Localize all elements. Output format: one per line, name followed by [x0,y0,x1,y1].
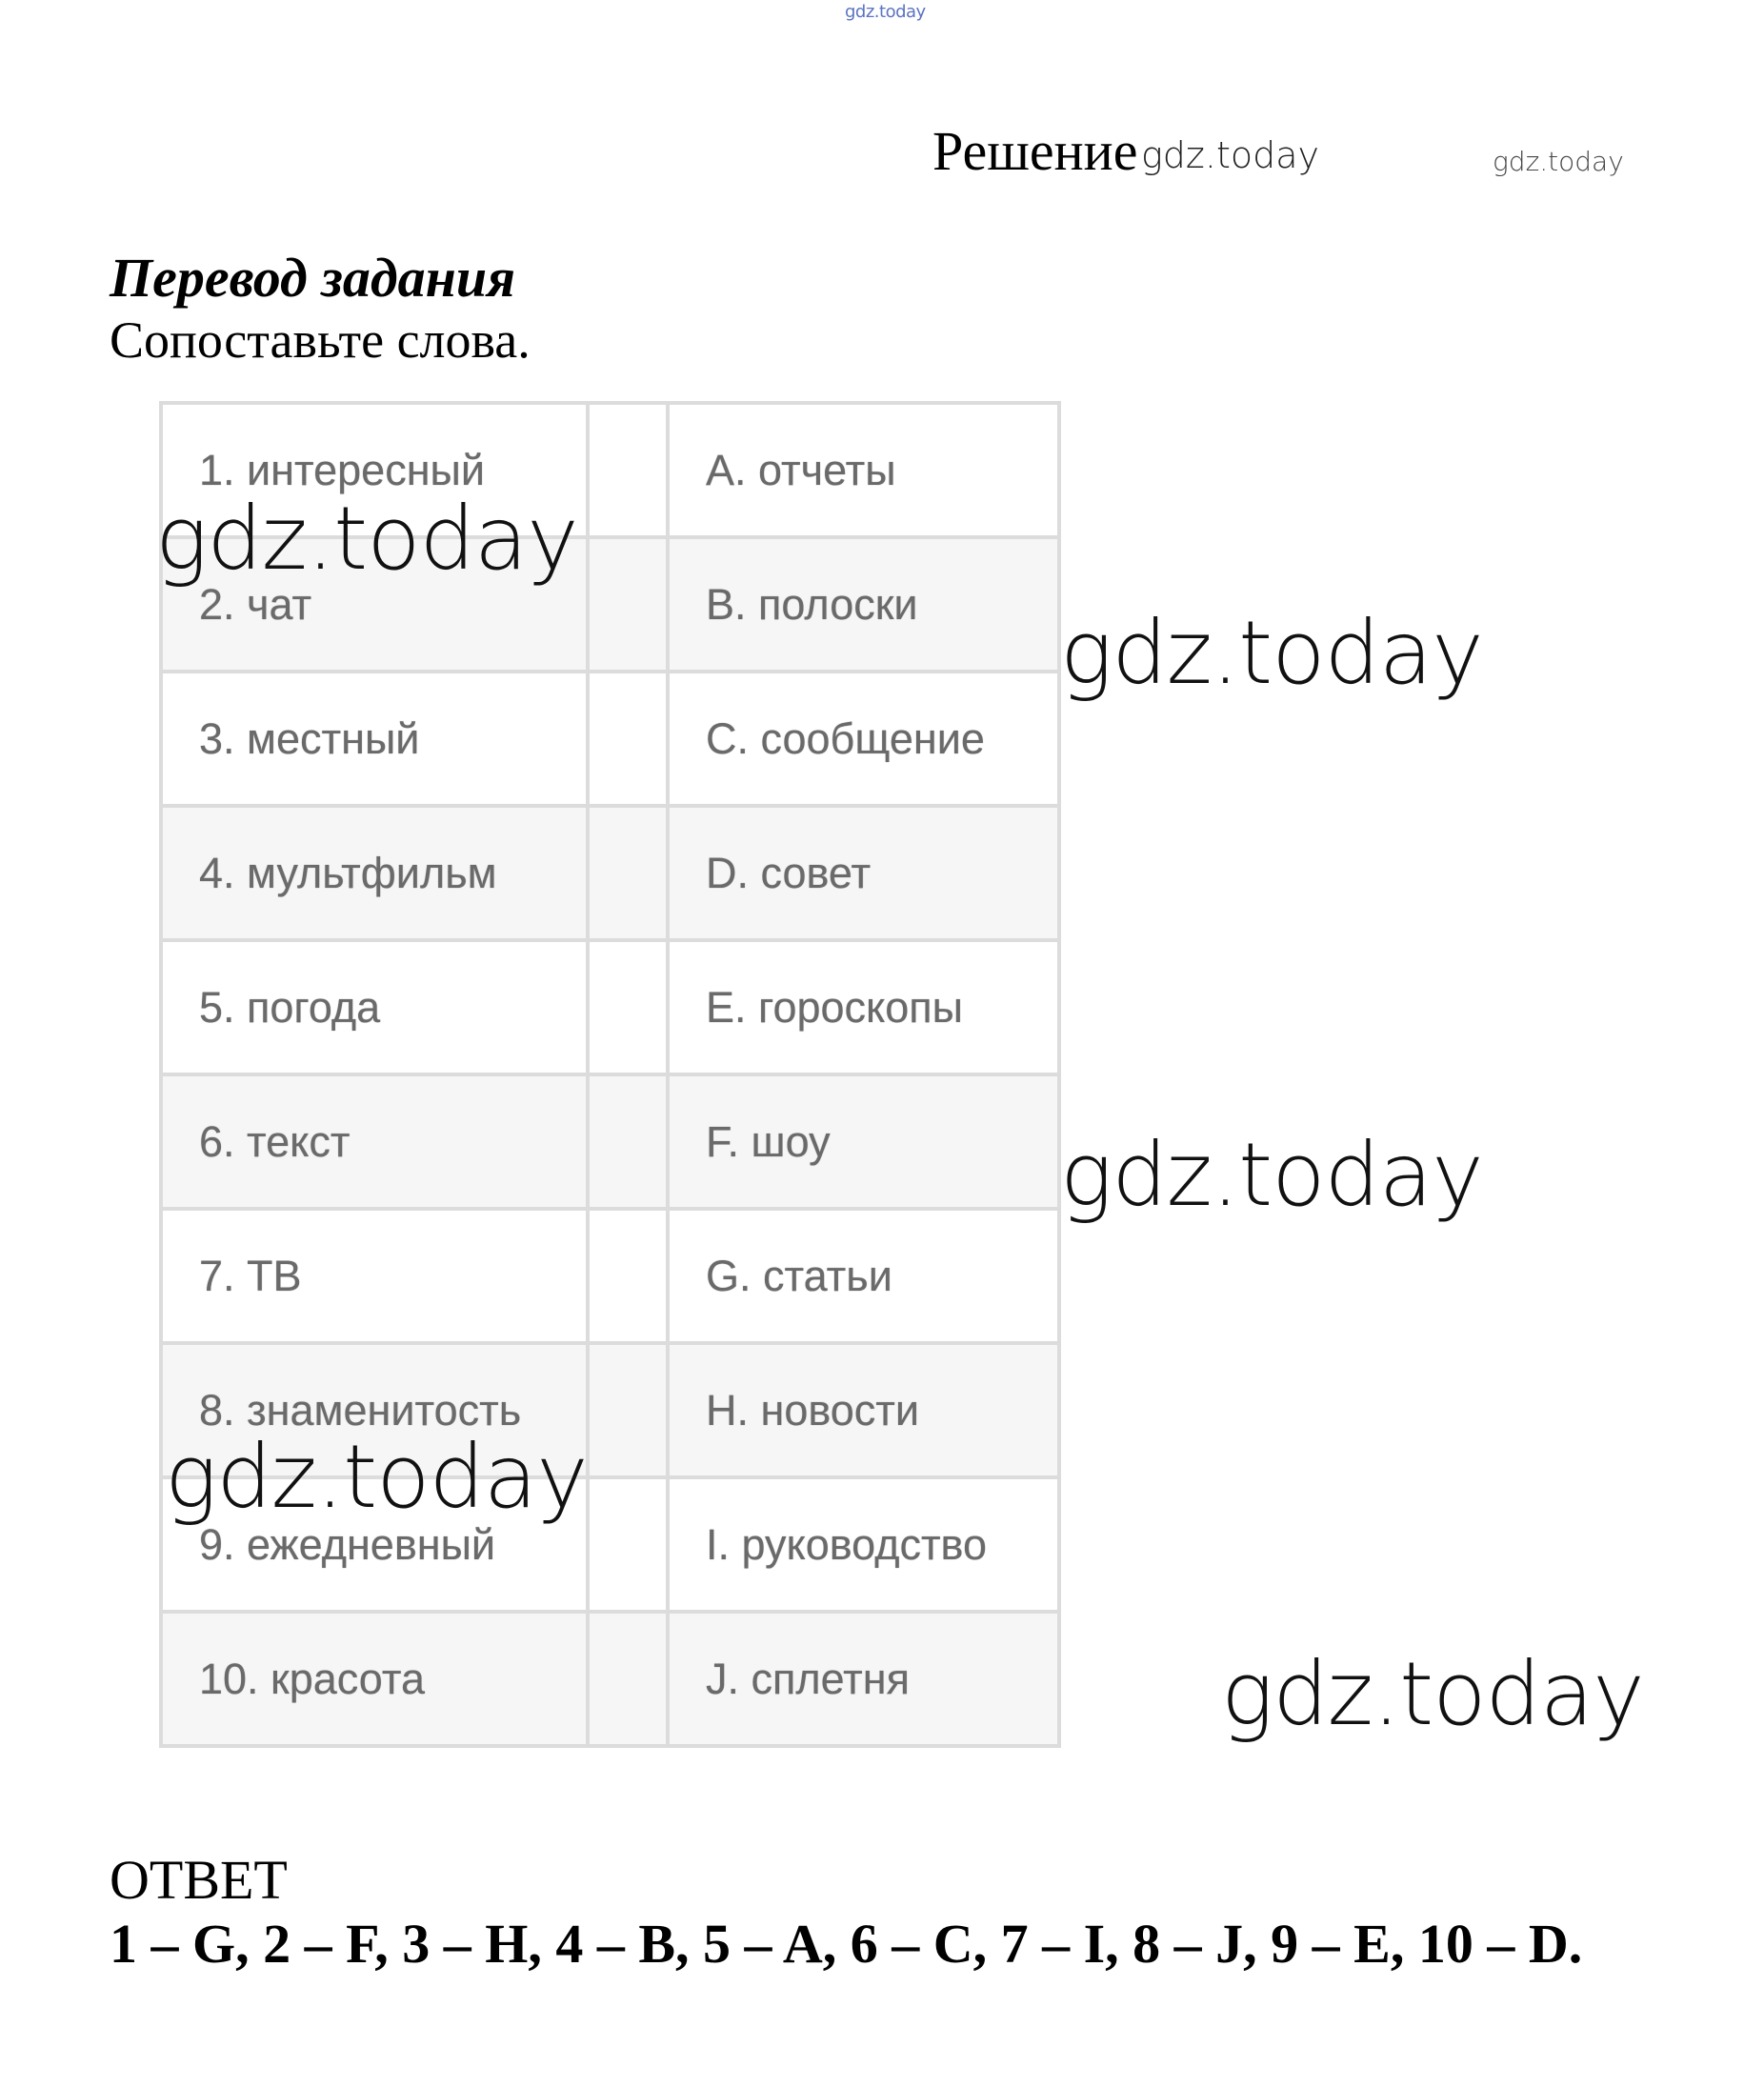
right-word-cell: D. совет [668,806,1059,940]
empty-answer-cell [588,1612,668,1746]
left-word-cell: 1. интересный [161,403,588,537]
watermark-heading-1: gdz.today [1141,134,1319,176]
watermark-top: gdz.today [845,2,926,22]
empty-answer-cell [588,672,668,806]
left-word-cell: 9. ежедневный [161,1477,588,1612]
answer-label: ОТВЕТ [110,1849,288,1911]
answer-text: 1 – G, 2 – F, 3 – H, 4 – B, 5 – A, 6 – C, 7 – I, 8 – J, 9 – E, 10 – D. [110,1913,1583,1975]
left-word-cell: 3. местный [161,672,588,806]
task-instruction: Сопоставьте слова. [110,311,531,369]
left-word-cell: 5. погода [161,940,588,1074]
empty-answer-cell [588,940,668,1074]
matching-table [159,401,1061,1748]
left-word-cell: 8. знаменитость [161,1343,588,1477]
left-word-cell: 10. красота [161,1612,588,1746]
empty-answer-cell [588,537,668,672]
empty-answer-cell [588,403,668,537]
left-word-cell: 2. чат [161,537,588,672]
left-word-cell: 6. текст [161,1074,588,1209]
left-word-cell: 7. ТВ [161,1209,588,1343]
empty-answer-cell [588,1209,668,1343]
watermark-overlay-1: gdz.today [155,488,578,590]
translation-subtitle: Перевод задания [110,247,515,309]
table-row [161,1074,1059,1209]
watermark-overlay-4: gdz.today [165,1426,588,1528]
right-word-cell: G. статьи [668,1209,1059,1343]
table-row [161,672,1059,806]
empty-answer-cell [588,1343,668,1477]
empty-answer-cell [588,806,668,940]
right-word-cell: A. отчеты [668,403,1059,537]
right-word-cell: J. сплетня [668,1612,1059,1746]
table-row [161,806,1059,940]
right-word-cell: H. новости [668,1343,1059,1477]
table-row [161,1612,1059,1746]
left-word-cell: 4. мультфильм [161,806,588,940]
watermark-heading-2: gdz.today [1493,146,1624,177]
right-word-cell: I. руководство [668,1477,1059,1612]
table-row [161,940,1059,1074]
page-heading: Решение [932,120,1138,182]
empty-answer-cell [588,1074,668,1209]
right-word-cell: B. полоски [668,537,1059,672]
right-word-cell: E. гороскопы [668,940,1059,1074]
empty-answer-cell [588,1477,668,1612]
watermark-overlay-2: gdz.today [1060,602,1483,704]
right-word-cell: F. шоу [668,1074,1059,1209]
right-word-cell: C. сообщение [668,672,1059,806]
watermark-overlay-3: gdz.today [1060,1124,1483,1226]
watermark-overlay-5: gdz.today [1221,1643,1644,1745]
table-row [161,1209,1059,1343]
